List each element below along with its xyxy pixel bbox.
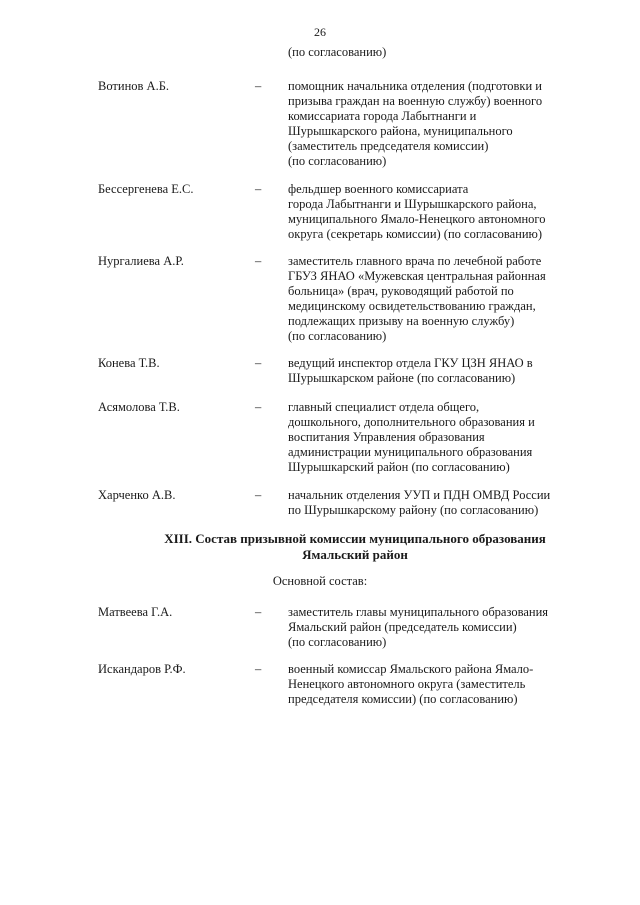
member-name: Бессергенева Е.С. — [98, 182, 194, 196]
member-role: начальник отделения УУП и ПДН ОМВД России по Шурышкарскому району (по согласованию) — [288, 488, 551, 517]
member-name: Искандаров Р.Ф. — [98, 662, 186, 676]
section-subheading: Основной состав: — [272, 574, 368, 588]
member-role: главный специалист отдела общего, дошкольного, дополнительного образования и воспитания Управления образования администрации муниципального образования Шурышкарский район (по согласованию) — [288, 400, 535, 474]
separator-dash: – — [255, 356, 262, 370]
member-role: фельдшер военного комиссариата города Лабытнанги и Шурышкарского района, муниципального Ямало-Ненецкого автономного округа (секретарь комиссии) (по согласованию) — [288, 182, 546, 241]
member-role: заместитель главного врача по лечебной работе ГБУЗ ЯНАО «Мужевская центральная районная больница» (врач, руководящий работой по медицинскому освидетельствованию граждан, подлежащих призыву на военную службу) (по согласованию) — [288, 254, 546, 343]
separator-dash: – — [255, 79, 262, 93]
member-role: ведущий инспектор отдела ГКУ ЦЗН ЯНАО в Шурышкарском районе (по согласованию) — [288, 356, 533, 385]
member-name: Харченко А.В. — [98, 488, 176, 502]
separator-dash: – — [255, 182, 262, 196]
carry-over-note: (по согласованию) — [288, 45, 387, 59]
page-number: 26 — [314, 25, 326, 39]
member-name: Конева Т.В. — [98, 356, 160, 370]
separator-dash: – — [255, 400, 262, 414]
member-role: помощник начальника отделения (подготовки и призыва граждан на военную службу) военного комиссариата города Лабытнанги и Шурышкарского района, муниципального (заместитель председателя комиссии) (по согласованию) — [288, 79, 543, 168]
member-name: Асямолова Т.В. — [98, 400, 180, 414]
separator-dash: – — [255, 605, 262, 619]
section-title: XIII. Состав призывной комиссии муниципального образования Ямальский район — [164, 531, 546, 562]
member-name: Нургалиева А.Р. — [98, 254, 184, 268]
member-name: Вотинов А.Б. — [98, 79, 169, 93]
member-role: военный комиссар Ямальского района Ямало- Ненецкого автономного округа (заместитель председателя комиссии) (по согласованию) — [288, 662, 534, 706]
member-name: Матвеева Г.А. — [98, 605, 173, 619]
member-role: заместитель главы муниципального образования Ямальский район (председатель комиссии) (по согласованию) — [288, 605, 549, 649]
separator-dash: – — [255, 254, 262, 268]
separator-dash: – — [255, 488, 262, 502]
separator-dash: – — [255, 662, 262, 676]
